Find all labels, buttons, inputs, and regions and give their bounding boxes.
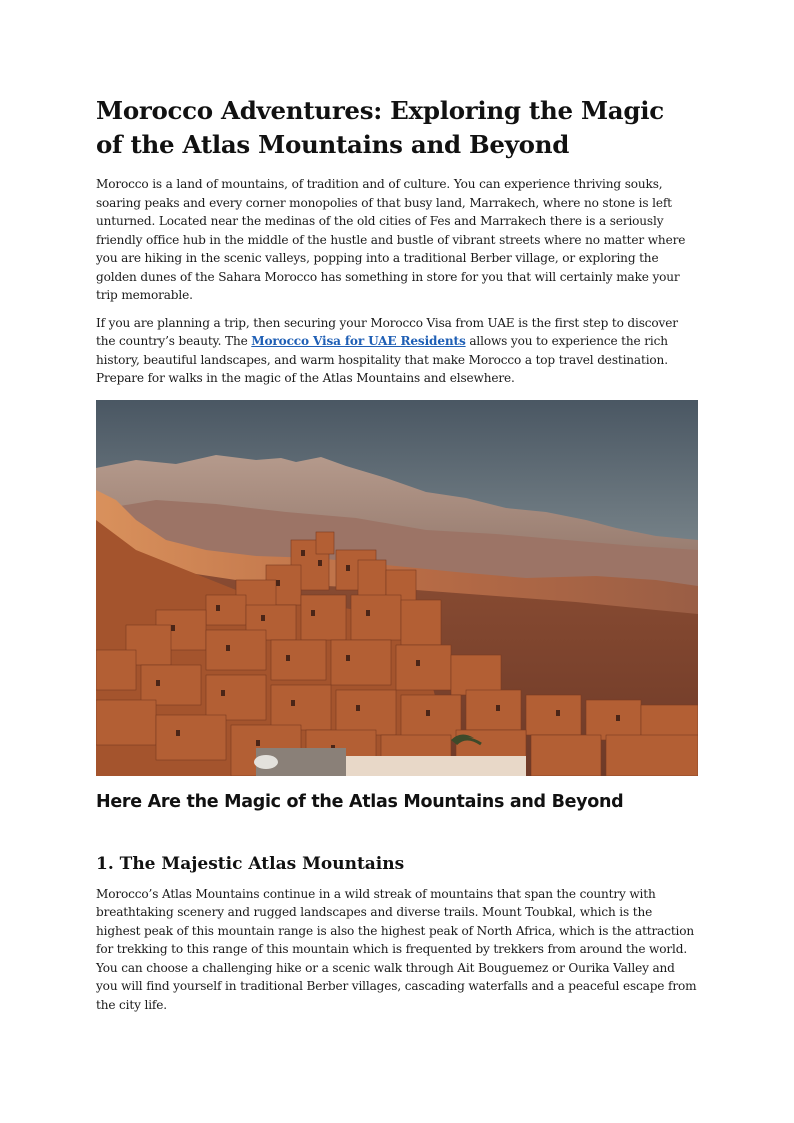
intro-paragraph: Morocco is a land of mountains, of tradition and of culture. You can experience thriving souks, soaring peaks and every corner monopolies of that busy land, Marrakech, where no stone is left unturned. Located near the medinas of the old cities of Fes and Marrakech there is a seriously friendly office hub in the middle of the hustle and bustle of vibrant streets where no matter where you are hiking in the scenic valleys, popping into a traditional Berber village, or exploring the golden dunes of the Sahara Morocco has something in store for you that will certainly make your trip memorable. (96, 177, 686, 302)
visa-text-before-link: If you are planning a trip, then securing your Morocco Visa from UAE is the first step to discover the country’s beauty. The (96, 315, 678, 348)
article-title: Morocco Adventures: Exploring the Magic of the Atlas Mountains and Beyond (96, 96, 664, 159)
visa-paragraph (96, 314, 698, 388)
subsection-heading: 1. The Majestic Atlas Mountains (96, 853, 405, 874)
section-heading: Here Are the Magic of the Atlas Mountains and Beyond (96, 791, 624, 812)
morocco-visa-link[interactable]: Morocco Visa for UAE Residents (251, 334, 466, 348)
atlas-mountains-paragraph: Morocco’s Atlas Mountains continue in a wild streak of mountains that span the country with breathtaking scenery and rugged landscapes and diverse trails. Mount Toubkal, which is the highest peak of this mountain range is also the highest peak of North Africa, which is the attraction for trekking to this range of this mountain which is frequented by trekkers from around the world. You can choose a challenging hike or a scenic walk through Ait Bouguemez or Ourika Valley and you will find yourself in traditional Berber villages, cascading waterfalls and a peaceful escape from the city life. (96, 886, 697, 1012)
visa-text-after-link: allows you to experience the rich history, beautiful landscapes, and warm hospitality that make Morocco a top travel destination. Prepare for walks in the magic of the Atlas Mountains and elsewhere. (96, 334, 668, 385)
atlas-kasbah-photo (96, 400, 698, 776)
article-body (96, 94, 698, 1023)
